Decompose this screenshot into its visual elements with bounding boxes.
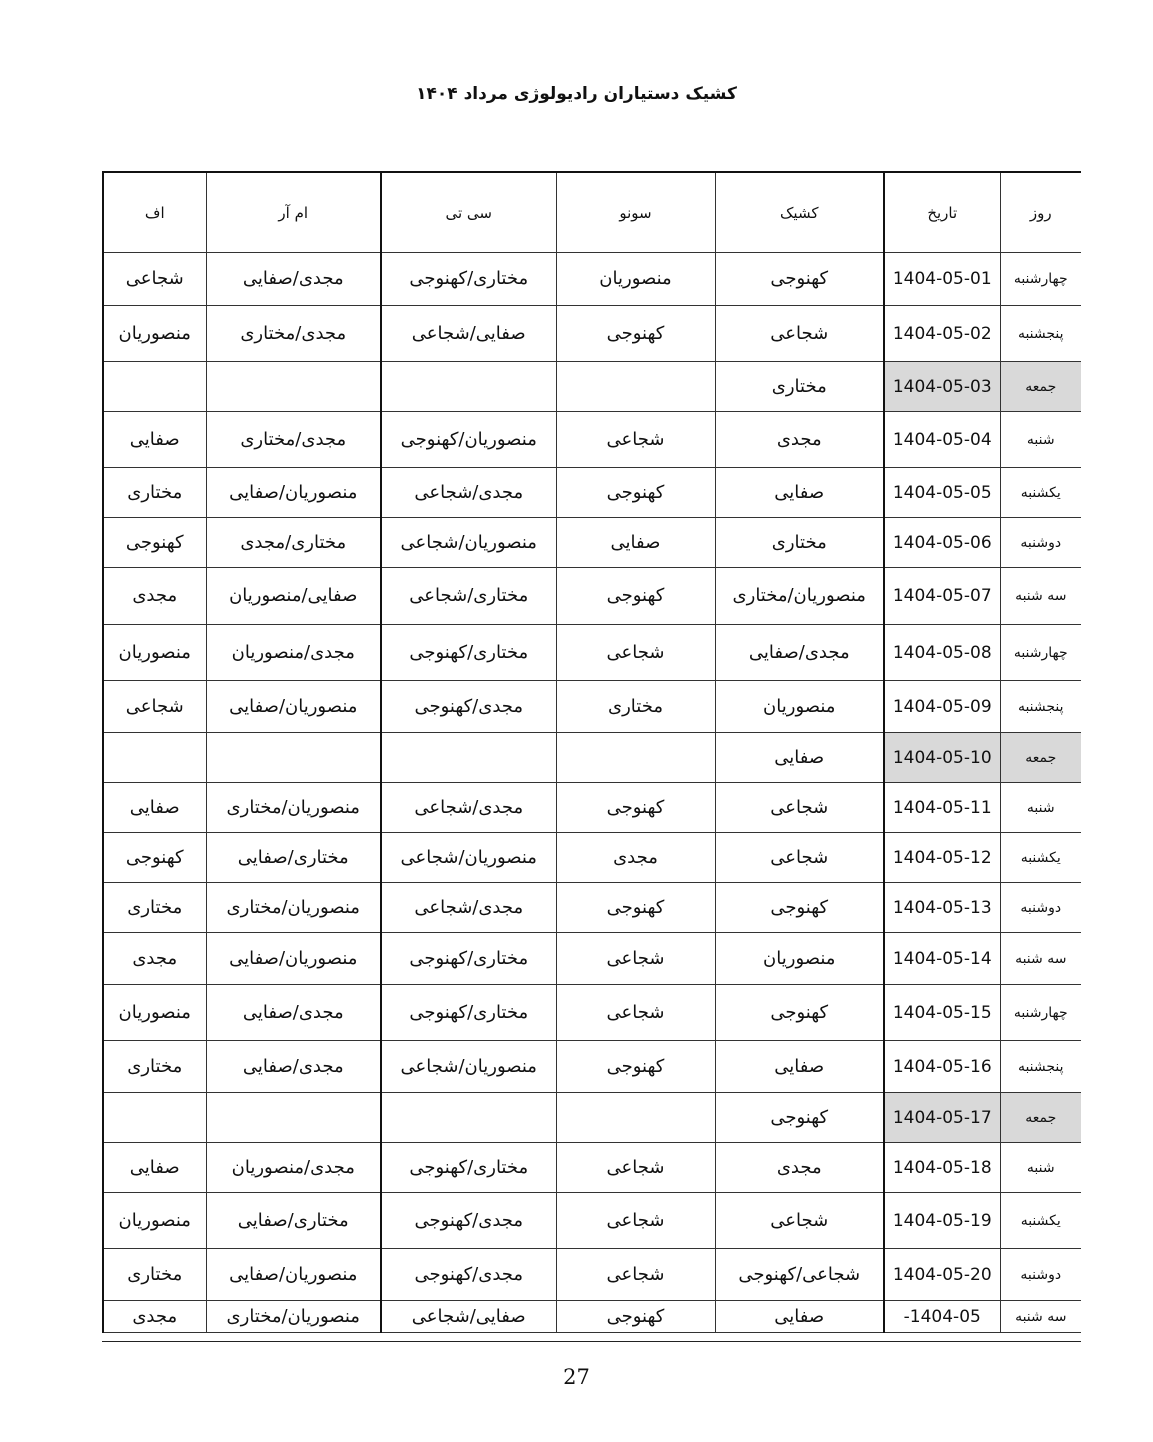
table-row xyxy=(103,1041,1081,1093)
cell-ct xyxy=(381,1093,556,1143)
cell-ct: منصوریان/شجاعی xyxy=(381,833,556,883)
cell-f: مجدی xyxy=(103,568,206,625)
column-header-f: اف xyxy=(103,172,206,253)
cell-date: 1404-05-10 xyxy=(884,733,1000,783)
cell-day: دوشنبه xyxy=(1000,883,1081,933)
cell-f: مختاری xyxy=(103,1249,206,1301)
cell-date: 1404-05-18 xyxy=(884,1143,1000,1193)
cell-date: 1404-05-17 xyxy=(884,1093,1000,1143)
cell-oncall: شجاعی xyxy=(715,306,884,362)
table-row xyxy=(103,253,1081,306)
cell-sono: شجاعی xyxy=(556,412,715,468)
cell-day: جمعه xyxy=(1000,733,1081,783)
cell-day: چهارشنبه xyxy=(1000,985,1081,1041)
cell-date: 1404-05-14 xyxy=(884,933,1000,985)
cell-date: 1404-05-06 xyxy=(884,518,1000,568)
cell-f: منصوریان xyxy=(103,625,206,681)
cell-date: 1404-05-07 xyxy=(884,568,1000,625)
cell-mri xyxy=(206,1093,381,1143)
cell-oncall: مختاری xyxy=(715,518,884,568)
cell-sono: کهنوجی xyxy=(556,1041,715,1093)
cell-sono: کهنوجی xyxy=(556,468,715,518)
cell-day: سه شنبه xyxy=(1000,568,1081,625)
cell-day: دوشنبه xyxy=(1000,518,1081,568)
cell-day: جمعه xyxy=(1000,1093,1081,1143)
cell-sono xyxy=(556,733,715,783)
table-row xyxy=(103,733,1081,783)
column-header-day: روز xyxy=(1000,172,1081,253)
cell-sono: شجاعی xyxy=(556,1143,715,1193)
page-title: کشیک دستیاران رادیولوژی مرداد ۱۴۰۴ xyxy=(416,84,737,104)
cell-day: شنبه xyxy=(1000,1143,1081,1193)
cell-ct: مجدی/کهنوجی xyxy=(381,681,556,733)
cell-oncall: مجدی xyxy=(715,1143,884,1193)
column-header-sono: سونو xyxy=(556,172,715,253)
cell-sono: مختاری xyxy=(556,681,715,733)
cell-oncall: کهنوجی xyxy=(715,253,884,306)
cell-oncall: مجدی xyxy=(715,412,884,468)
cell-mri: منصوریان/صفایی xyxy=(206,681,381,733)
cell-ct: مجدی/شجاعی xyxy=(381,468,556,518)
cell-ct: مجدی/کهنوجی xyxy=(381,1193,556,1249)
cell-day: چهارشنبه xyxy=(1000,253,1081,306)
cell-sono: کهنوجی xyxy=(556,783,715,833)
cell-ct: مجدی/شجاعی xyxy=(381,783,556,833)
cell-f: کهنوجی xyxy=(103,833,206,883)
cell-ct: مختاری/کهنوجی xyxy=(381,625,556,681)
cell-oncall: کهنوجی xyxy=(715,1093,884,1143)
cell-day: پنجشنبه xyxy=(1000,681,1081,733)
cell-sono: شجاعی xyxy=(556,985,715,1041)
cell-f xyxy=(103,733,206,783)
cell-date: 1404-05- xyxy=(884,1301,1000,1333)
cell-sono: مجدی xyxy=(556,833,715,883)
cell-mri: مجدی/مختاری xyxy=(206,306,381,362)
cell-sono: شجاعی xyxy=(556,933,715,985)
table-row xyxy=(103,625,1081,681)
cell-oncall: منصوریان xyxy=(715,933,884,985)
table-row xyxy=(103,412,1081,468)
cell-oncall: مختاری xyxy=(715,362,884,412)
table-row xyxy=(103,1249,1081,1301)
cell-ct: مختاری/کهنوجی xyxy=(381,1143,556,1193)
cell-oncall: شجاعی xyxy=(715,1193,884,1249)
column-header-oncall: کشیک xyxy=(715,172,884,253)
cell-ct: صفایی/شجاعی xyxy=(381,306,556,362)
table-row xyxy=(103,468,1081,518)
cell-mri xyxy=(206,733,381,783)
cell-date: 1404-05-20 xyxy=(884,1249,1000,1301)
cell-ct: مجدی/شجاعی xyxy=(381,883,556,933)
cell-sono: شجاعی xyxy=(556,1249,715,1301)
cell-sono: شجاعی xyxy=(556,625,715,681)
table-row xyxy=(103,306,1081,362)
cell-date: 1404-05-09 xyxy=(884,681,1000,733)
cell-mri: منصوریان/مختاری xyxy=(206,783,381,833)
cell-sono: کهنوجی xyxy=(556,568,715,625)
cell-oncall: منصوریان/مختاری xyxy=(715,568,884,625)
cell-mri: مجدی/صفایی xyxy=(206,985,381,1041)
cell-oncall: صفایی xyxy=(715,1041,884,1093)
schedule-table xyxy=(102,171,1081,1333)
cell-f: مختاری xyxy=(103,1041,206,1093)
cell-mri: صفایی/منصوریان xyxy=(206,568,381,625)
cell-oncall: مجدی/صفایی xyxy=(715,625,884,681)
table-row xyxy=(103,985,1081,1041)
cell-day: چهارشنبه xyxy=(1000,625,1081,681)
cell-f: مختاری xyxy=(103,468,206,518)
cell-sono: شجاعی xyxy=(556,1193,715,1249)
cell-ct: منصوریان/شجاعی xyxy=(381,518,556,568)
cell-ct: مختاری/کهنوجی xyxy=(381,985,556,1041)
cell-ct xyxy=(381,362,556,412)
cell-f: صفایی xyxy=(103,1143,206,1193)
column-header-mri: ام آر xyxy=(206,172,381,253)
cell-f: صفایی xyxy=(103,783,206,833)
table-row xyxy=(103,681,1081,733)
column-header-ct: سی تی xyxy=(381,172,556,253)
table-row xyxy=(103,1093,1081,1143)
cell-date: 1404-05-12 xyxy=(884,833,1000,883)
cell-mri: مختاری/مجدی xyxy=(206,518,381,568)
cell-f: کهنوجی xyxy=(103,518,206,568)
cell-ct: مختاری/کهنوجی xyxy=(381,933,556,985)
cell-mri: منصوریان/مختاری xyxy=(206,1301,381,1333)
cell-day: جمعه xyxy=(1000,362,1081,412)
table-row xyxy=(103,362,1081,412)
cell-date: 1404-05-02 xyxy=(884,306,1000,362)
table-row xyxy=(103,783,1081,833)
table-row xyxy=(103,1193,1081,1249)
cell-day: شنبه xyxy=(1000,783,1081,833)
cell-oncall: شجاعی xyxy=(715,783,884,833)
cell-mri: منصوریان/صفایی xyxy=(206,933,381,985)
cell-sono: کهنوجی xyxy=(556,1301,715,1333)
cell-f: منصوریان xyxy=(103,1193,206,1249)
cell-ct: مجدی/کهنوجی xyxy=(381,1249,556,1301)
column-header-date: تاریخ xyxy=(884,172,1000,253)
cell-sono: صفایی xyxy=(556,518,715,568)
schedule-table-container xyxy=(102,171,1081,1342)
cell-date: 1404-05-16 xyxy=(884,1041,1000,1093)
cell-f: منصوریان xyxy=(103,985,206,1041)
cell-mri: مجدی/صفایی xyxy=(206,253,381,306)
cell-mri: مختاری/صفایی xyxy=(206,1193,381,1249)
table-row xyxy=(103,883,1081,933)
cell-date: 1404-05-11 xyxy=(884,783,1000,833)
cell-oncall: کهنوجی xyxy=(715,883,884,933)
cell-sono: کهنوجی xyxy=(556,306,715,362)
cell-ct: صفایی/شجاعی xyxy=(381,1301,556,1333)
cell-mri: مجدی/منصوریان xyxy=(206,625,381,681)
table-row xyxy=(103,568,1081,625)
cell-f: شجاعی xyxy=(103,253,206,306)
table-row xyxy=(103,933,1081,985)
cell-f xyxy=(103,1093,206,1143)
cell-sono xyxy=(556,1093,715,1143)
cell-sono xyxy=(556,362,715,412)
table-row xyxy=(103,833,1081,883)
cell-oncall: صفایی xyxy=(715,468,884,518)
cell-f: شجاعی xyxy=(103,681,206,733)
cell-sono: کهنوجی xyxy=(556,883,715,933)
cell-date: 1404-05-04 xyxy=(884,412,1000,468)
cell-oncall: صفایی xyxy=(715,1301,884,1333)
cell-day: یکشنبه xyxy=(1000,833,1081,883)
cell-ct: منصوریان/کهنوجی xyxy=(381,412,556,468)
cell-ct: مختاری/شجاعی xyxy=(381,568,556,625)
cell-date: 1404-05-19 xyxy=(884,1193,1000,1249)
table-header-row xyxy=(103,172,1081,253)
cell-mri: مجدی/منصوریان xyxy=(206,1143,381,1193)
cell-date: 1404-05-01 xyxy=(884,253,1000,306)
cell-f: مختاری xyxy=(103,883,206,933)
cell-mri: مجدی/مختاری xyxy=(206,412,381,468)
cell-date: 1404-05-05 xyxy=(884,468,1000,518)
cell-day: سه شنبه xyxy=(1000,1301,1081,1333)
cell-mri: مختاری/صفایی xyxy=(206,833,381,883)
table-row xyxy=(103,518,1081,568)
cell-day: یکشنبه xyxy=(1000,1193,1081,1249)
cell-day: پنجشنبه xyxy=(1000,1041,1081,1093)
cell-day: سه شنبه xyxy=(1000,933,1081,985)
cell-f xyxy=(103,362,206,412)
cell-oncall: کهنوجی xyxy=(715,985,884,1041)
cell-date: 1404-05-08 xyxy=(884,625,1000,681)
cell-f: مجدی xyxy=(103,933,206,985)
cell-mri: منصوریان/مختاری xyxy=(206,883,381,933)
cell-f: مجدی xyxy=(103,1301,206,1333)
cell-mri: مجدی/صفایی xyxy=(206,1041,381,1093)
cell-ct: مختاری/کهنوجی xyxy=(381,253,556,306)
cell-date: 1404-05-13 xyxy=(884,883,1000,933)
cell-date: 1404-05-15 xyxy=(884,985,1000,1041)
table-body xyxy=(103,253,1081,1333)
cell-mri: منصوریان/صفایی xyxy=(206,468,381,518)
table-row xyxy=(103,1143,1081,1193)
cell-oncall: منصوریان xyxy=(715,681,884,733)
cell-oncall: شجاعی xyxy=(715,833,884,883)
cell-f: صفایی xyxy=(103,412,206,468)
cell-day: پنجشنبه xyxy=(1000,306,1081,362)
page-number: 27 xyxy=(563,1365,590,1389)
cell-oncall: صفایی xyxy=(715,733,884,783)
cell-date: 1404-05-03 xyxy=(884,362,1000,412)
cell-oncall: شجاعی/کهنوجی xyxy=(715,1249,884,1301)
table-row xyxy=(103,1301,1081,1333)
cell-mri xyxy=(206,362,381,412)
cell-ct xyxy=(381,733,556,783)
cell-day: شنبه xyxy=(1000,412,1081,468)
cell-ct: منصوریان/شجاعی xyxy=(381,1041,556,1093)
cell-day: دوشنبه xyxy=(1000,1249,1081,1301)
cell-mri: منصوریان/صفایی xyxy=(206,1249,381,1301)
cell-f: منصوریان xyxy=(103,306,206,362)
cell-day: یکشنبه xyxy=(1000,468,1081,518)
cell-sono: منصوریان xyxy=(556,253,715,306)
